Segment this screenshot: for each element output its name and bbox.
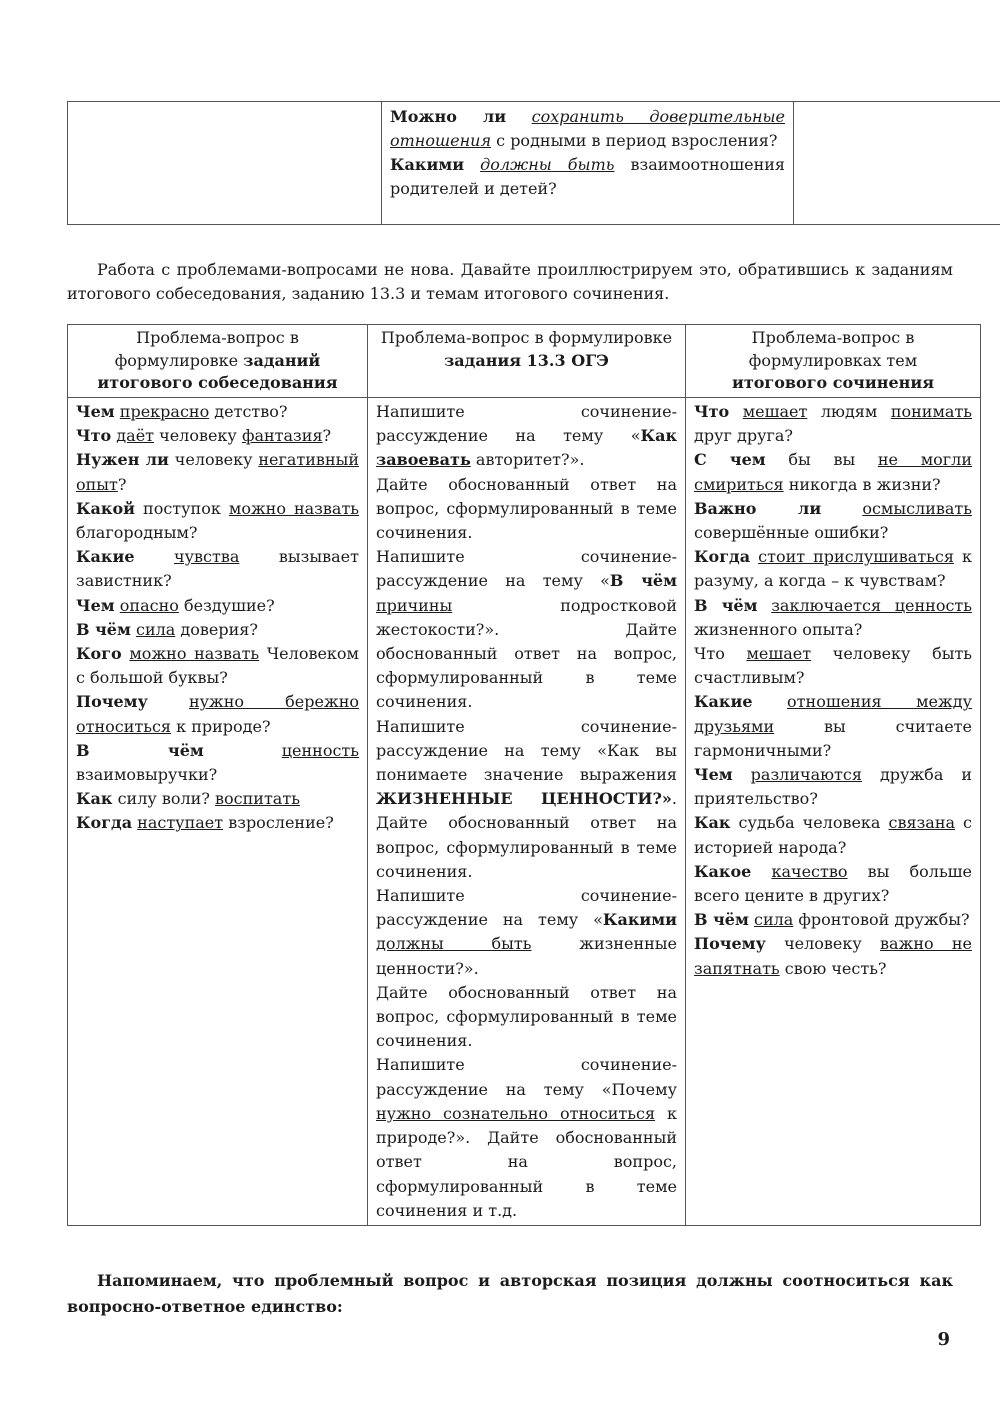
table-header-oge — [368, 325, 686, 398]
essay-topic-12: Почему человеку важно не запятнать свою честь? — [694, 934, 972, 978]
interview-question-1: Чем прекрасно детство? — [76, 402, 288, 421]
oge-prompt-4-instruction: Дайте обоснованный ответ на вопрос, сформулированный в теме сочинения. — [376, 982, 677, 1051]
top-table-questions-cell — [382, 102, 794, 225]
oge-prompt-1-instruction: Дайте обоснованный ответ на вопрос, сформулированный в теме сочинения. — [376, 474, 677, 543]
header-3-plain: Проблема-вопрос в формулировках тем — [748, 328, 918, 370]
top-table-empty-cell-right — [794, 102, 1000, 225]
interview-question-6: Чем опасно бездушие? — [76, 595, 275, 615]
top-q1-rest: с родными в период взросления? — [496, 131, 778, 150]
interview-question-12: Когда наступает взросление? — [76, 813, 334, 833]
essay-topic-9: Как судьба человека связана с историей народа? — [694, 813, 973, 857]
table-header-interview — [68, 325, 368, 398]
interview-question-3: Нужен ли человеку негативный опыт? — [76, 450, 359, 494]
header-2-plain: Проблема-вопрос в формулировке — [380, 328, 673, 347]
interview-question-5: Какие чувства вызывает завистник? — [76, 547, 359, 591]
essay-topic-8: Чем различаются дружба и приятельство? — [694, 765, 972, 809]
header-3-bold: итогового сочинения — [731, 373, 935, 392]
interview-question-9: Почему нужно бережно относиться к природе? — [76, 692, 359, 736]
top-table-empty-cell-left — [68, 102, 382, 225]
table-header-essay — [686, 325, 981, 398]
top-q2-bold: Какими — [390, 155, 465, 174]
interview-question-11: Как силу воли? воспитать — [76, 789, 300, 809]
essay-topic-1: Что мешает людям понимать друг друга? — [694, 402, 973, 446]
essay-topics-cell — [686, 398, 981, 1226]
essay-topic-3: Важно ли осмысливать совершённые ошибки? — [694, 498, 972, 543]
interview-question-10: В чём ценность взаимовыручки? — [76, 740, 359, 785]
oge-prompt-5: Напишите сочинение-рассуждение на тему «Почему нужно сознательно относиться к природе?». Дайте обоснованный ответ на вопрос, сформулированный в теме сочинения и т.д. — [376, 1055, 677, 1220]
oge-prompt-4: Напишите сочинение-рассуждение на тему «Какими должны быть жизненные ценности?». — [376, 886, 677, 978]
oge-prompt-1: Напишите сочинение-рассуждение на тему «Как завоевать авторитет?». — [376, 402, 677, 470]
header-1-plain: Проблема-вопрос в формулировке — [114, 328, 299, 370]
interview-question-7: В чём сила доверия? — [76, 619, 258, 639]
oge-prompt-3: Напишите сочинение-рассуждение на тему «Как вы понимаете значение выражения ЖИЗНЕННЫЕ ЦЕННОСТИ?». Дайте обоснованный ответ на вопрос, сформулированный в теме сочинения. — [376, 716, 677, 881]
top-fragment-table — [67, 101, 1000, 225]
essay-topic-2: С чем бы вы не могли смириться никогда в жизни? — [694, 450, 972, 494]
intro-paragraph: Работа с проблемами-вопросами не нова. Давайте проиллюстрируем это, обратившись к заданиям итогового собеседования, заданию 13.3 и темам итогового сочинения. — [67, 260, 953, 303]
essay-topic-10: Какое качество вы больше всего цените в других? — [694, 861, 973, 906]
oge-prompts-cell — [368, 398, 686, 1226]
interview-question-4: Какой поступок можно назвать благородным? — [76, 498, 360, 543]
header-1-bold: заданий итогового собеседования — [97, 350, 338, 392]
interview-question-2: Что даёт человеку фантазия? — [76, 426, 332, 446]
top-q2-underlined: должны быть — [480, 155, 615, 174]
problem-question-table — [67, 324, 981, 1226]
interview-question-8: Кого можно назвать Человеком с большой буквы? — [76, 644, 359, 688]
top-q1-bold: Можно ли — [390, 107, 507, 126]
essay-topic-6: Что мешает человеку быть счастливым? — [694, 644, 972, 688]
header-2-bold: задания 13.3 ОГЭ — [444, 350, 609, 370]
page-number: 9 — [937, 1329, 950, 1350]
reminder-paragraph: Напоминаем, что проблемный вопрос и авторская позиция должны соотноситься как вопросно-ответное единство: — [67, 1271, 953, 1316]
oge-prompt-2: Напишите сочинение-рассуждение на тему «В чём причины подростковой жестокости?». Дайте обоснованный ответ на вопрос, сформулированный в теме сочинения. — [376, 547, 677, 712]
essay-topic-4: Когда стоит прислушиваться к разуму, а когда – к чувствам? — [694, 547, 973, 591]
essay-topic-5: В чём заключается ценность жизненного опыта? — [694, 595, 972, 639]
essay-topic-7: Какие отношения между друзьями вы считаете гармоничными? — [694, 692, 972, 760]
interview-questions-cell — [68, 398, 368, 1226]
top-q2-rest: взаимоотношения родителей и детей? — [390, 155, 786, 198]
essay-topic-11: В чём сила фронтовой дружбы? — [694, 910, 970, 930]
top-q1-underlined: сохранить доверительные отношения — [390, 107, 786, 150]
